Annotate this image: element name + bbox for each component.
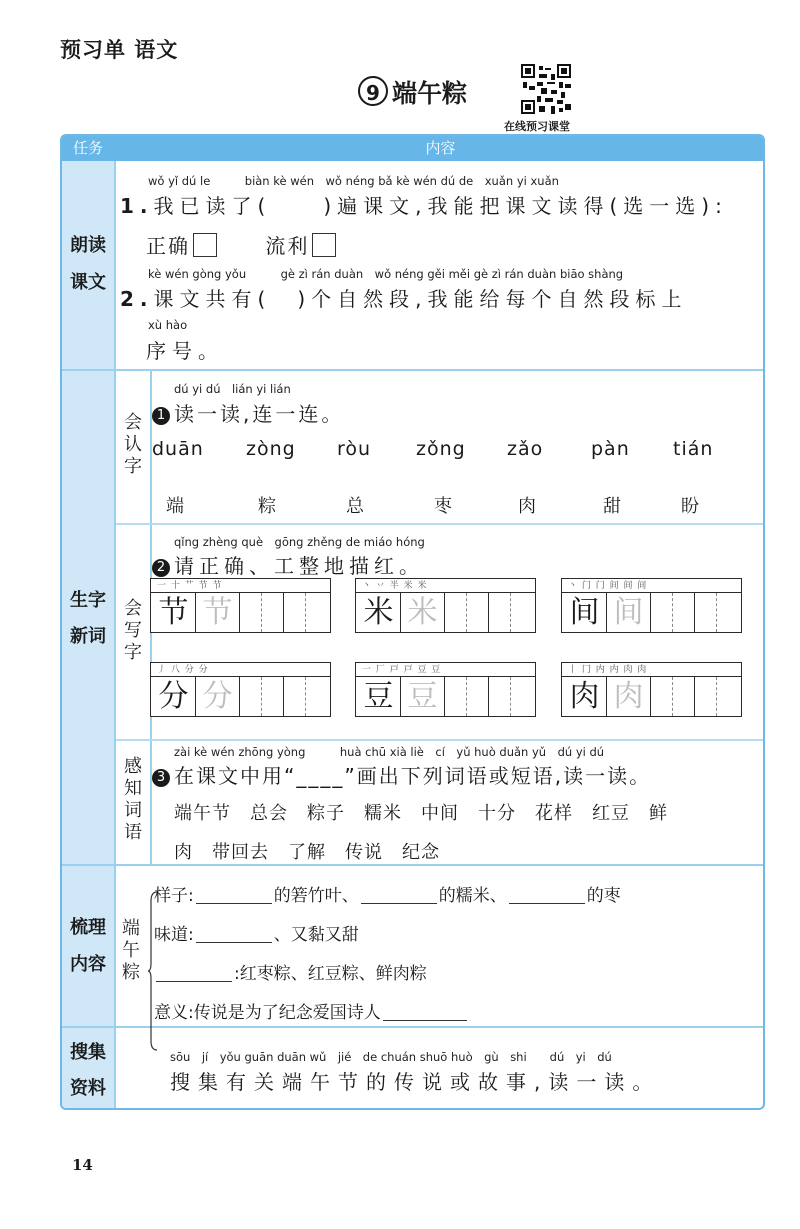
blank-field[interactable] <box>196 924 272 943</box>
q2-pinyin-line2: xù hào <box>148 318 188 332</box>
organize-line-types: :红枣粽、红豆粽、鲜肉粽 <box>154 959 427 984</box>
lesson-number: 9 <box>358 76 388 106</box>
perceive-instruction: 3 在课文中用“____”画出下列词语或短语,读一读。 <box>152 760 651 789</box>
tracing-grid[interactable]: 一 十 艹 节 节 节 节 <box>150 578 331 633</box>
organize-side-label: 端 午 粽 <box>122 918 140 983</box>
pinyin-option[interactable]: zǎo <box>507 438 544 460</box>
q1-text: 我已读了( )遍课文,我能把课文读得(选一选): <box>153 194 728 218</box>
q1-question <box>120 190 728 219</box>
blank-field[interactable] <box>361 885 437 904</box>
task-label-organize-line1: 梳理 <box>70 917 106 938</box>
option-fluent-label: 流利 <box>265 234 310 258</box>
column-header-task: 任务 <box>72 139 103 157</box>
character-option[interactable]: 端 <box>166 496 184 517</box>
pinyin-option[interactable]: tián <box>673 438 714 460</box>
organize-line-taste: 味道: 、又黏又甜 <box>154 925 359 945</box>
pinyin-option[interactable]: duān <box>152 438 204 460</box>
tracing-grid[interactable]: 丿 八 分 分 分 分 <box>150 662 331 717</box>
character-option[interactable]: 粽 <box>258 496 276 517</box>
character-option[interactable]: 总 <box>346 496 364 517</box>
q1-options <box>146 230 336 259</box>
write-instruction-pinyin: qǐng zhèng què gōng zhěng de miáo hóng <box>174 535 425 549</box>
blank-field[interactable] <box>383 1002 467 1021</box>
collect-pinyin: sōu jí yǒu guān duān wǔ jié de chuán shuō huò gù shi dú yi dú <box>170 1050 612 1064</box>
qr-caption: 在线预习课堂 <box>504 120 570 133</box>
option-fluent-checkbox[interactable] <box>312 233 336 257</box>
q1-number: 1. <box>120 194 154 218</box>
recognize-instruction-pinyin: dú yi dú lián yi lián <box>174 382 291 396</box>
task-label-organize-line2: 内容 <box>70 954 106 975</box>
q2-pinyin: kè wén gòng yǒu gè zì rán duàn wǒ néng gěi měi gè zì rán duàn biāo shàng <box>148 267 624 281</box>
sub-label-perceive: 感 知 词 语 <box>124 756 142 843</box>
task-label-collect-line2: 资料 <box>70 1078 106 1099</box>
sub-label-write: 会 写 字 <box>124 598 142 663</box>
character-option[interactable]: 甜 <box>603 496 621 517</box>
qr-code-icon[interactable] <box>521 64 571 114</box>
tracing-grid[interactable]: 丶 丷 半 米 米 米 米 <box>355 578 536 633</box>
pinyin-option[interactable]: zòng <box>246 438 296 460</box>
character-option[interactable]: 枣 <box>434 496 452 517</box>
pinyin-option[interactable]: ròu <box>337 438 372 460</box>
q2-text-line2: 序号。 <box>146 339 224 363</box>
perceive-instruction-pinyin: zài kè wén zhōng yòng huà chū xià liè cí yǔ huò duǎn yǔ dú yi dú <box>174 745 605 759</box>
vocab-words-line2: 肉 带回去 了解 传说 纪念 <box>174 842 440 863</box>
character-option[interactable]: 肉 <box>518 496 536 517</box>
blank-field[interactable] <box>196 885 272 904</box>
q2-number: 2. <box>120 287 154 311</box>
write-instruction: 2 请正确、工整地描红。 <box>152 550 424 579</box>
column-header-content: 内容 <box>425 139 456 157</box>
page-header-label: 预习单 语文 <box>60 38 179 62</box>
organize-line-appearance: 样子: 的箬竹叶、 的糯米、 的枣 <box>154 886 621 906</box>
pinyin-option[interactable]: pàn <box>591 438 630 460</box>
table-header-row <box>62 136 765 161</box>
option-correct-checkbox[interactable] <box>193 233 217 257</box>
recognize-instruction: 1 读一读,连一连。 <box>152 398 344 427</box>
blank-field[interactable] <box>509 885 585 904</box>
page-number: 14 <box>72 1156 93 1174</box>
lesson-title-text: 端午粽 <box>392 79 468 108</box>
q2-question <box>120 283 687 312</box>
vocab-words-line1: 端午节 总会 粽子 糯米 中间 十分 花样 红豆 鲜 <box>174 803 668 824</box>
organize-line-meaning: 意义:传说是为了纪念爱国诗人 <box>154 998 469 1023</box>
lesson-title <box>358 74 467 110</box>
tracing-grid[interactable]: 一 厂 戸 戸 豆 豆 豆 豆 <box>355 662 536 717</box>
worksheet-table <box>60 134 765 1110</box>
tracing-grid[interactable]: 丨 冂 内 内 肉 肉 肉 肉 <box>561 662 742 717</box>
character-option[interactable]: 盼 <box>681 496 699 517</box>
option-correct-label: 正确 <box>146 234 190 258</box>
q2-text: 课文共有( )个自然段,我能给每个自然段标上 <box>153 287 688 311</box>
tracing-grid[interactable]: 丶 门 门 间 间 间 间 间 <box>561 578 742 633</box>
blank-field[interactable] <box>156 963 232 982</box>
collect-text: 搜集有关端午节的传说或故事,读一读。 <box>170 1070 661 1094</box>
task-label-read-line1: 朗读 <box>70 235 106 256</box>
sub-label-recognize: 会 认 字 <box>124 412 142 477</box>
task-label-vocab-line2: 新词 <box>70 626 106 647</box>
q1-pinyin: wǒ yǐ dú le biàn kè wén wǒ néng bǎ kè wén dú de xuǎn yi xuǎn <box>148 174 559 188</box>
task-label-read-line2: 课文 <box>70 272 106 293</box>
pinyin-option[interactable]: zǒng <box>416 438 466 460</box>
task-label-collect-line1: 搜集 <box>70 1042 106 1063</box>
task-label-vocab-line1: 生字 <box>70 590 106 611</box>
